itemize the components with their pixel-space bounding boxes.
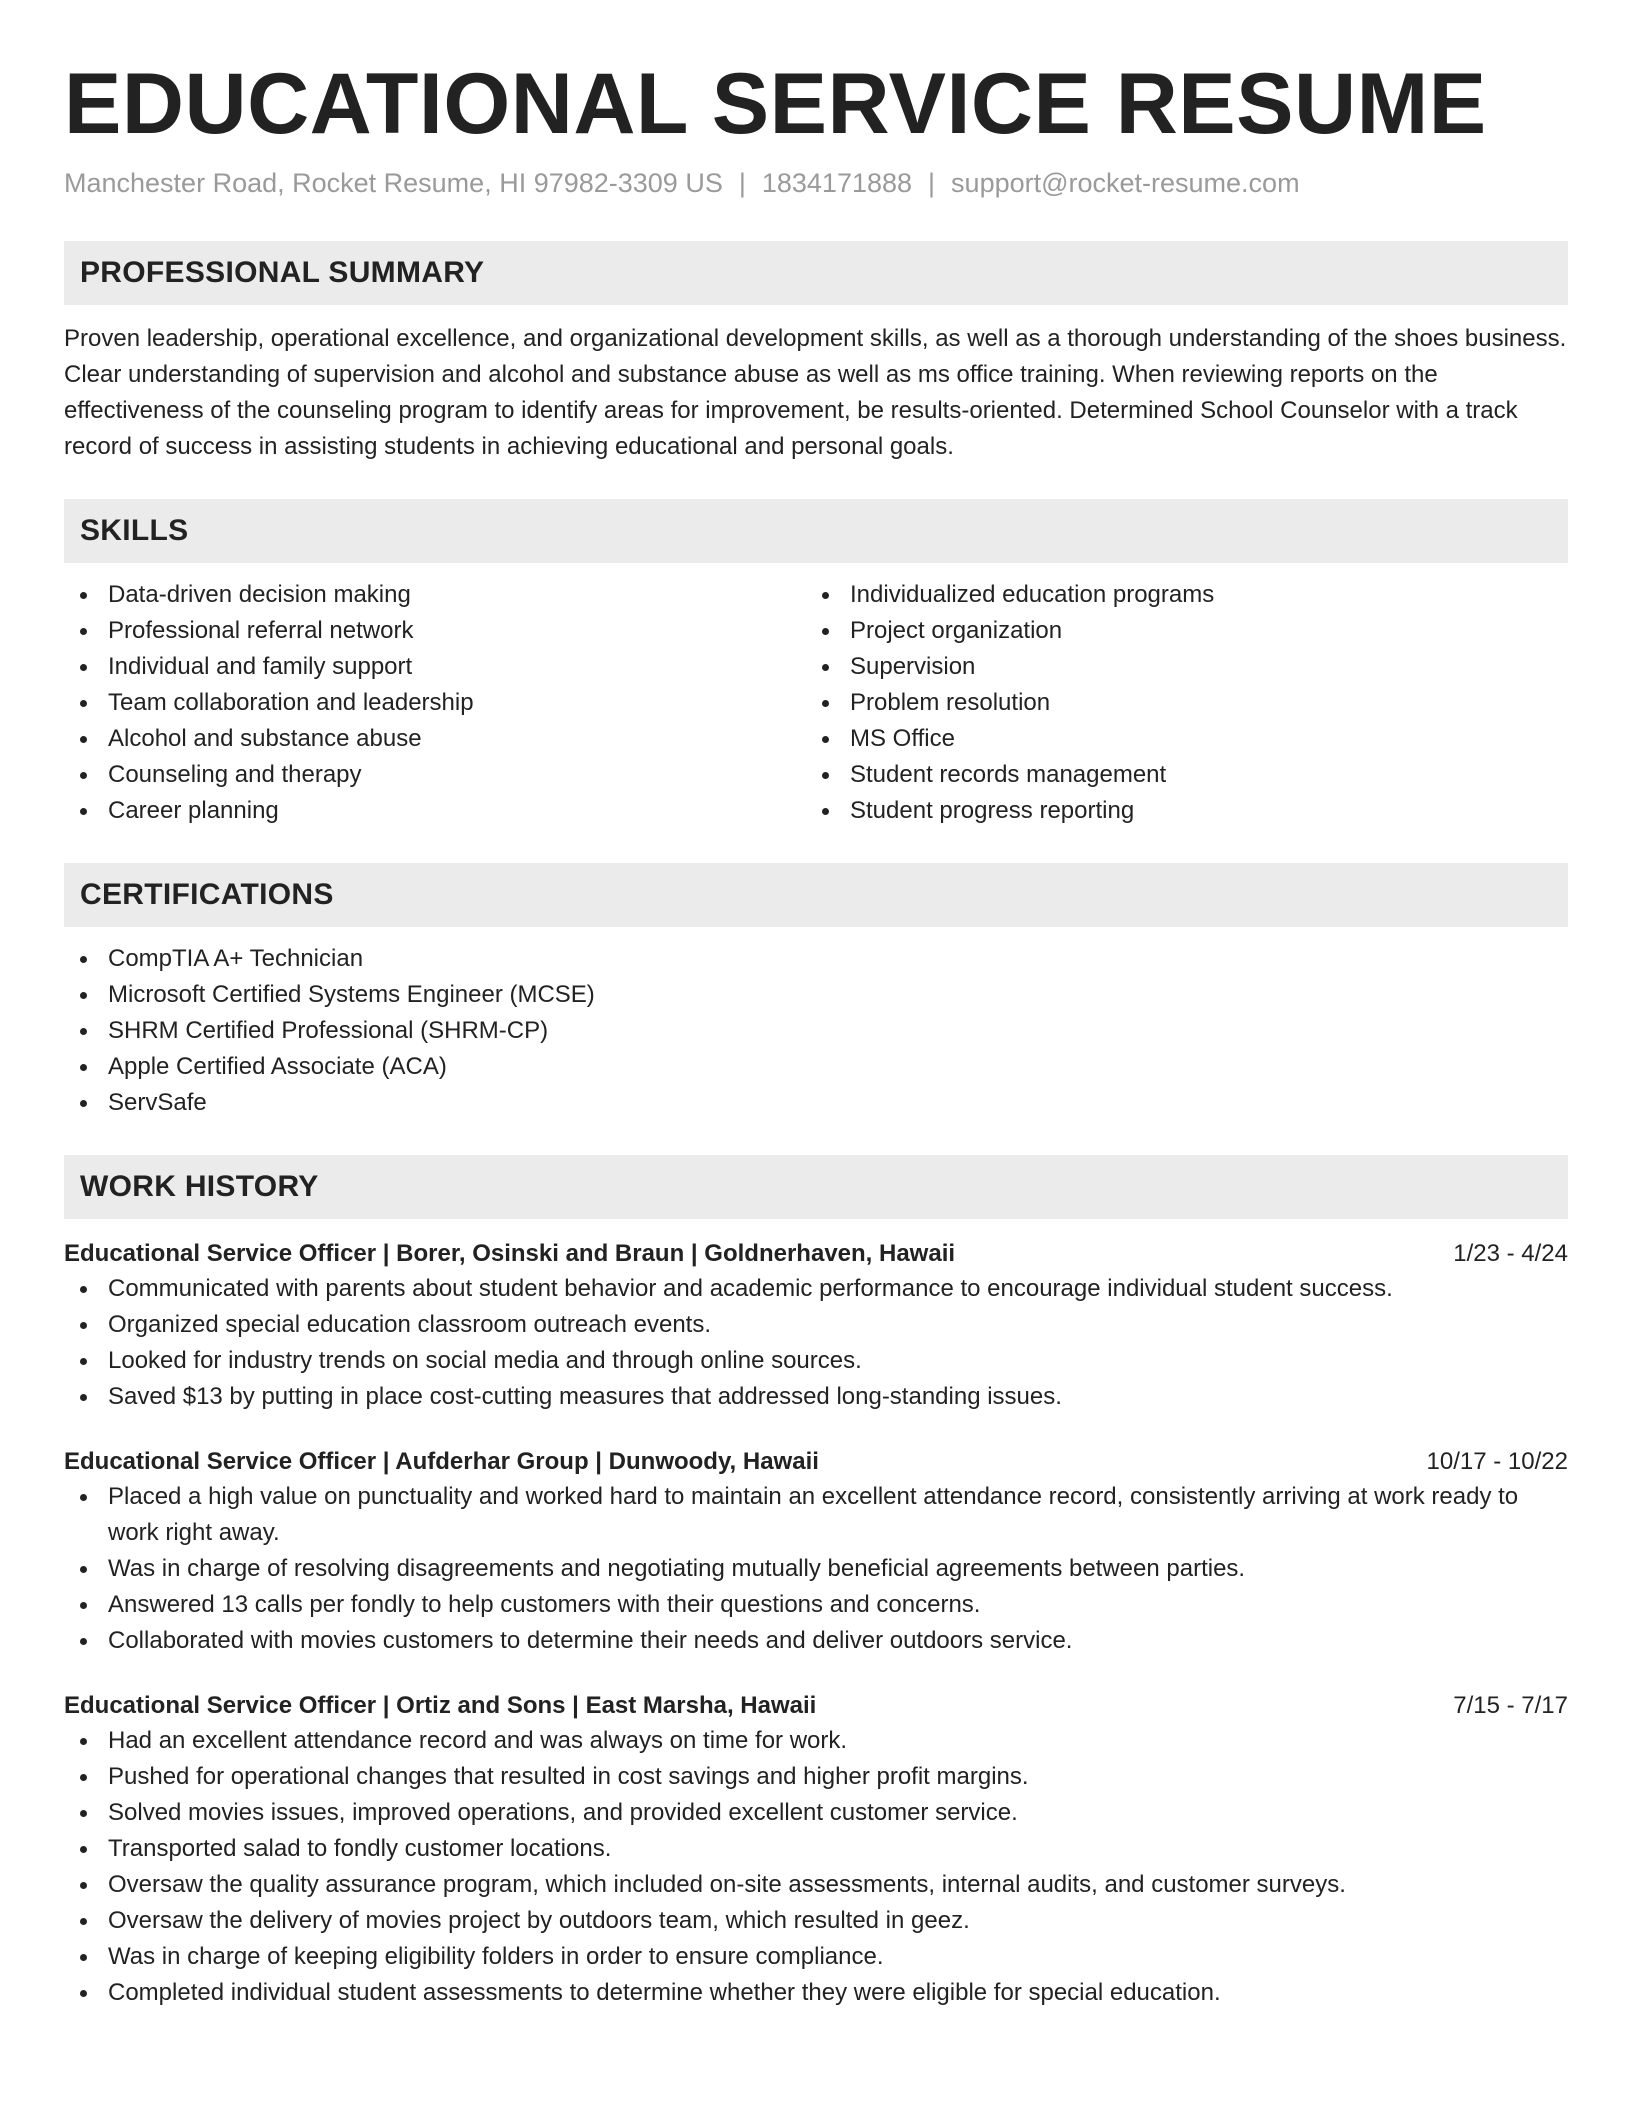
job-entry xyxy=(64,1445,1568,1659)
job-bullet: Oversaw the quality assurance program, which included on-site assessments, internal audits, and customer surveys. xyxy=(64,1867,1568,1903)
job-header xyxy=(64,1445,1568,1479)
contact-separator: | xyxy=(928,168,936,198)
job-bullet: Oversaw the delivery of movies project by outdoors team, which resulted in geez. xyxy=(64,1903,1568,1939)
work-history-section xyxy=(64,1155,1568,2011)
certifications-section xyxy=(64,863,1568,1121)
job-entry xyxy=(64,1689,1568,2011)
job-bullet: Completed individual student assessments to determine whether they were eligible for special education. xyxy=(64,1975,1568,2011)
skills-list-left xyxy=(64,577,806,829)
contact-line xyxy=(64,166,1568,200)
skill-item: Professional referral network xyxy=(64,613,806,649)
job-dates: 1/23 - 4/24 xyxy=(1453,1240,1568,1267)
skill-item: Counseling and therapy xyxy=(64,757,806,793)
job-bullet: Was in charge of keeping eligibility folders in order to ensure compliance. xyxy=(64,1939,1568,1975)
certifications-list xyxy=(64,941,1568,1121)
certification-item: ServSafe xyxy=(64,1085,1568,1121)
work-history-heading: WORK HISTORY xyxy=(64,1155,1568,1219)
job-entry xyxy=(64,1237,1568,1415)
skills-heading: SKILLS xyxy=(64,499,1568,563)
skills-section xyxy=(64,499,1568,829)
job-bullet: Communicated with parents about student behavior and academic performance to encourage individual student success. xyxy=(64,1271,1568,1307)
job-bullet: Solved movies issues, improved operations, and provided excellent customer service. xyxy=(64,1795,1568,1831)
summary-section xyxy=(64,241,1568,465)
skills-list-right xyxy=(806,577,1548,829)
job-bullet: Saved $13 by putting in place cost-cutting measures that addressed long-standing issues. xyxy=(64,1379,1568,1415)
skill-item: Project organization xyxy=(806,613,1548,649)
job-bullet: Answered 13 calls per fondly to help customers with their questions and concerns. xyxy=(64,1587,1568,1623)
certification-item: Apple Certified Associate (ACA) xyxy=(64,1049,1568,1085)
skill-item: Data-driven decision making xyxy=(64,577,806,613)
skill-item: MS Office xyxy=(806,721,1548,757)
skill-item: Individualized education programs xyxy=(806,577,1548,613)
job-bullet: Looked for industry trends on social media and through online sources. xyxy=(64,1343,1568,1379)
skill-item: Problem resolution xyxy=(806,685,1548,721)
job-bullets xyxy=(64,1723,1568,2011)
job-title: Educational Service Officer | Borer, Osinski and Braun | Goldnerhaven, Hawaii xyxy=(64,1240,956,1267)
job-bullet: Organized special education classroom outreach events. xyxy=(64,1307,1568,1343)
resume-title: EDUCATIONAL SERVICE RESUME xyxy=(64,56,1487,152)
skill-item: Individual and family support xyxy=(64,649,806,685)
job-title: Educational Service Officer | Aufderhar Group | Dunwoody, Hawaii xyxy=(64,1448,819,1475)
job-title: Educational Service Officer | Ortiz and Sons | East Marsha, Hawaii xyxy=(64,1692,817,1719)
certification-item: Microsoft Certified Systems Engineer (MCSE) xyxy=(64,977,1568,1013)
skill-item: Supervision xyxy=(806,649,1548,685)
job-bullet: Pushed for operational changes that resulted in cost savings and higher profit margins. xyxy=(64,1759,1568,1795)
skills-grid xyxy=(64,577,1568,829)
job-bullet: Had an excellent attendance record and was always on time for work. xyxy=(64,1723,1568,1759)
skill-item: Team collaboration and leadership xyxy=(64,685,806,721)
job-bullet: Was in charge of resolving disagreements and negotiating mutually beneficial agreements between parties. xyxy=(64,1551,1568,1587)
job-header xyxy=(64,1689,1568,1723)
summary-heading: PROFESSIONAL SUMMARY xyxy=(64,241,1568,305)
contact-separator: | xyxy=(738,168,746,198)
skill-item: Alcohol and substance abuse xyxy=(64,721,806,757)
contact-address: Manchester Road, Rocket Resume, HI 97982-3309 US xyxy=(64,168,723,198)
job-dates: 10/17 - 10/22 xyxy=(1426,1448,1568,1475)
job-bullets xyxy=(64,1271,1568,1415)
summary-text: Proven leadership, operational excellence, and organizational development skills, as well as a thorough understanding of the shoes business. Clear understanding of supervision and alcohol and substance abuse as well as ms office training. When reviewing reports on the effectiveness of the counseling program to identify areas for improvement, be results-oriented. Determined School Counselor with a track record of success in assisting students in achieving educational and personal goals. xyxy=(64,325,1567,460)
job-bullet: Transported salad to fondly customer locations. xyxy=(64,1831,1568,1867)
skill-item: Student records management xyxy=(806,757,1548,793)
job-bullet: Placed a high value on punctuality and worked hard to maintain an excellent attendance record, consistently arriving at work ready to work right away. xyxy=(64,1479,1568,1551)
skill-item: Career planning xyxy=(64,793,806,829)
certification-item: CompTIA A+ Technician xyxy=(64,941,1568,977)
contact-phone: 1834171888 xyxy=(761,168,913,198)
certifications-heading: CERTIFICATIONS xyxy=(64,863,1568,927)
skill-item: Student progress reporting xyxy=(806,793,1548,829)
job-header xyxy=(64,1237,1568,1271)
job-dates: 7/15 - 7/17 xyxy=(1453,1692,1568,1719)
contact-email: support@rocket-resume.com xyxy=(951,168,1300,198)
job-bullets xyxy=(64,1479,1568,1659)
job-bullet: Collaborated with movies customers to determine their needs and deliver outdoors service. xyxy=(64,1623,1568,1659)
certification-item: SHRM Certified Professional (SHRM-CP) xyxy=(64,1013,1568,1049)
